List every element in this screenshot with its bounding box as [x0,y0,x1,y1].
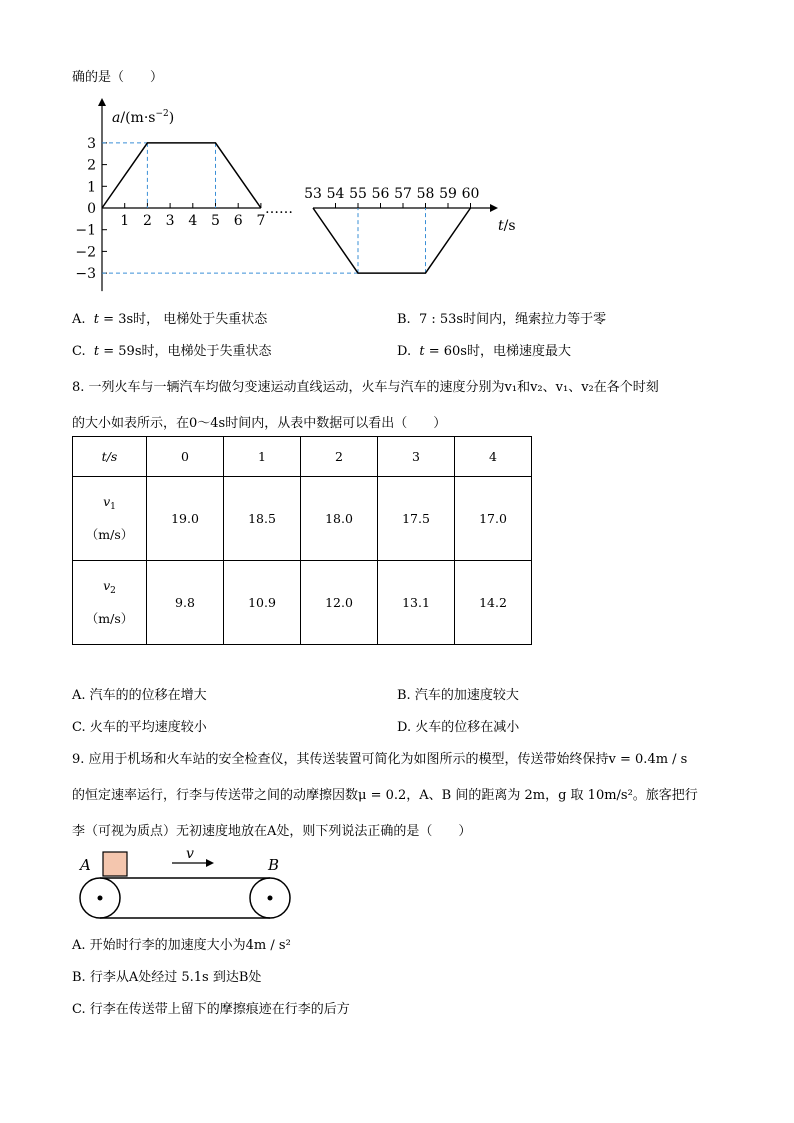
table-cell: 13.1 [378,561,455,645]
table-header-cell: 4 [455,437,532,477]
q7-option-d[interactable]: D. t = 60s时，电梯速度最大 [397,344,571,359]
q7-option-b[interactable]: B. 7 : 53s时间内，绳索拉力等于零 [397,312,607,327]
x-tick-label: 55 [349,186,367,202]
x-tick-label: 3 [165,213,175,229]
table-header-row [73,437,532,477]
axis-break-dots: …… [265,201,293,217]
table-cell: 10.9 [224,561,301,645]
series-line [313,208,471,273]
q9-option-a[interactable]: A. 开始时行李的加速度大小为4m / s² [72,938,291,953]
q9-stem-line2: 的恒定速率运行，行李与传送带之间的动摩擦因数μ = 0.2，A、B 间的距离为 2m，g 取 10m/s²。旅客把行 [72,788,698,803]
point-a-label: A [80,856,91,874]
x-tick-label: 54 [326,186,345,202]
q8-stem-line1: 8. 一列火车与一辆汽车均做匀变速运动直线运动，火车与汽车的速度分别为v₁和v₂、v₁、v₂在各个时刻 [72,380,659,395]
table-header-cell: t/s [73,437,147,477]
x-axis-arrowhead [490,204,498,212]
x-tick-label: 56 [371,186,390,202]
y-axis-arrowhead [98,98,106,106]
y-tick-label: −1 [75,222,96,239]
table-cell: 19.0 [147,477,224,561]
table-header-cell: 0 [147,437,224,477]
table-row [73,477,532,561]
series-line [102,143,261,208]
y-tick-label: 3 [87,135,96,152]
point-b-label: B [268,856,280,874]
table-header-cell: 3 [378,437,455,477]
x-tick-label: 60 [461,186,480,202]
x-tick-label: 59 [439,186,457,202]
velocity-arrowhead [206,859,214,867]
x-tick-label: 1 [120,213,130,229]
table-cell: 18.0 [301,477,378,561]
x-axis-label: t/s [498,218,516,234]
row-label-v1: $v_1$ （m/s） [73,477,147,561]
x-tick-label: 57 [394,186,412,202]
velocity-label: v [186,846,194,862]
x-tick-label: 2 [142,213,152,229]
x-tick-label: 4 [188,213,198,229]
y-tick-label: −2 [75,244,96,261]
table-row [73,561,532,645]
table-cell: 18.5 [224,477,301,561]
x-tick-label: 58 [416,186,435,202]
left-pulley-axle [98,896,103,901]
table-cell: 12.0 [301,561,378,645]
q9-option-b[interactable]: B. 行李从A处经过 5.1s 到达B处 [72,970,262,985]
y-tick-label: 0 [87,201,96,217]
acceleration-time-chart [60,98,540,298]
right-pulley-axle [268,896,273,901]
q8-option-b[interactable]: B. 汽车的加速度较大 [397,688,519,703]
q8-option-d[interactable]: D. 火车的位移在减小 [397,720,520,735]
table-header-cell: 1 [224,437,301,477]
q9-stem-line3: 李（可视为质点）无初速度地放在A处，则下列说法正确的是（ ） [72,824,472,839]
q7-stem-tail: 确的是（ ） [72,70,164,85]
q8-option-a[interactable]: A. 汽车的的位移在增大 [72,688,207,703]
y-tick-label: 2 [87,157,96,174]
table-cell: 9.8 [147,561,224,645]
table-cell: 17.5 [378,477,455,561]
y-tick-label: −3 [75,266,96,283]
x-tick-label: 5 [211,213,220,229]
q8-option-c[interactable]: C. 火车的平均速度较小 [72,720,207,735]
x-tick-label: 53 [304,186,322,202]
conveyor-belt-diagram [72,846,302,924]
x-tick-label: 7 [256,213,266,229]
y-tick-label: 1 [87,179,96,196]
row-label-v2: $v_2$ （m/s） [73,561,147,645]
table-cell: 14.2 [455,561,532,645]
velocity-table [72,436,532,645]
q9-stem-line1: 9. 应用于机场和火车站的安全检查仪，其传送装置可简化为如图所示的模型，传送带始终保持v = 0.4m / s [72,752,688,767]
q7-option-a[interactable]: A. t = 3s时， 电梯处于失重状态 [72,312,268,327]
y-axis-label: $a/(m\cdot s^{-2})$ [112,109,175,126]
q7-option-c[interactable]: C. t = 59s时，电梯处于失重状态 [72,344,272,359]
table-cell: 17.0 [455,477,532,561]
table-header-cell: 2 [301,437,378,477]
luggage-box [103,852,127,876]
x-tick-label: 6 [233,213,243,229]
q8-stem-line2: 的大小如表所示，在0～4s时间内，从表中数据可以看出（ ） [72,416,447,431]
q9-option-c[interactable]: C. 行李在传送带上留下的摩擦痕迹在行李的后方 [72,1002,350,1017]
